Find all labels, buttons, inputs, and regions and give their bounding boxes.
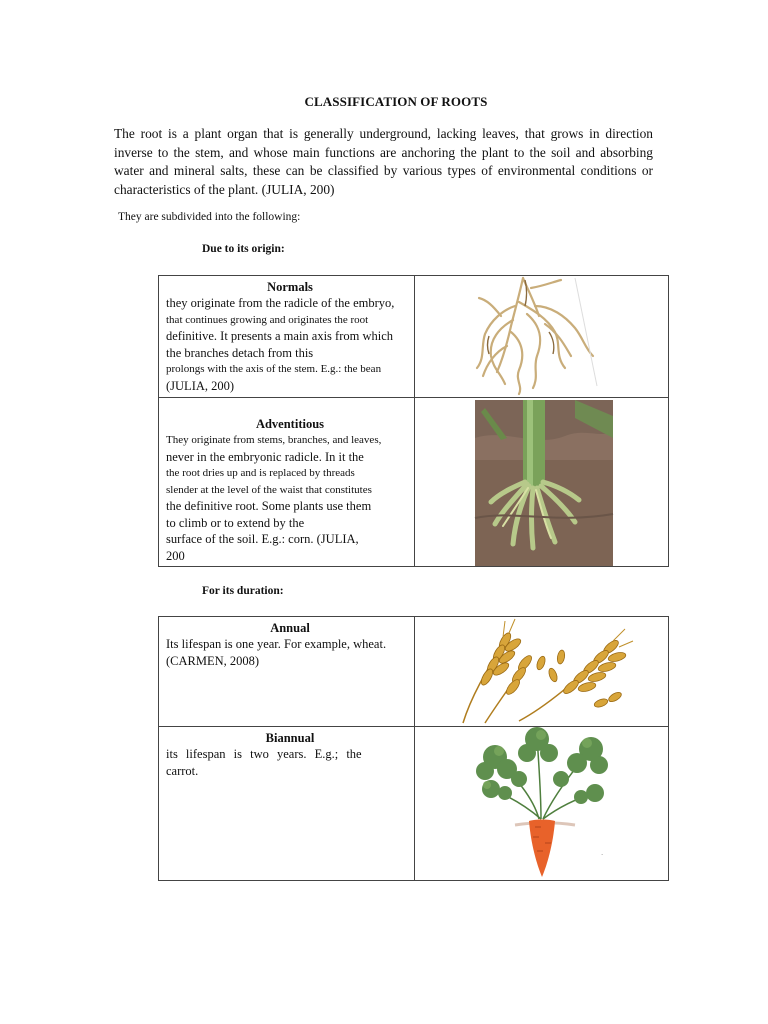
row-title-normals: Normals: [267, 280, 313, 294]
table-row: [159, 727, 669, 881]
subdivided-text: They are subdivided into the following:: [118, 211, 301, 223]
svg-text:.: .: [601, 848, 604, 857]
biannual-text-cell: [159, 727, 415, 881]
section-heading-duration: For its duration:: [202, 585, 284, 597]
carrot-image: [415, 727, 669, 881]
table-row: [159, 276, 669, 398]
section-heading-origin: Due to its origin:: [202, 243, 285, 255]
row-body-adventitious: They originate from stems, branches, and leaves, never in the embryonic radicle. In it the the root dries up and is replaced by threads slender at the level of the waist that constitutes the definitive root. Some plants use them to climb or to extend by the surface of the soil. E.g.: corn. (JULIA, 200: [166, 434, 382, 563]
row-title-biannual: Biannual: [265, 731, 315, 745]
row-title-annual: Annual: [270, 621, 310, 635]
page-title: CLASSIFICATION OF ROOTS: [304, 94, 488, 109]
annual-text-cell: [159, 617, 415, 727]
duration-table: [158, 616, 669, 881]
bean-roots-image: [415, 276, 669, 398]
row-body-annual: Its lifespan is one year. For example, wheat. (CARMEN, 2008): [166, 637, 387, 668]
row-body-biannual: its lifespan is two years. E.g.; the carrot.: [166, 747, 362, 778]
row-title-adventitious: Adventitious: [255, 417, 325, 431]
adventitious-text-cell: [159, 398, 415, 567]
intro-paragraph: The root is a plant organ that is generally underground, lacking leaves, that grows in direction inverse to the stem, and whose main functions are anchoring the plant to the soil and absorbing water and mineral salts, these can be classified by various types of environmental conditions or characteristics of the plant. (JULIA, 200): [114, 126, 653, 197]
origin-table: [158, 275, 669, 567]
wheat-image: [415, 617, 669, 727]
corn-roots-image: [415, 398, 669, 567]
table-row: [159, 398, 669, 567]
table-row: [159, 617, 669, 727]
normals-text-cell: [159, 276, 415, 398]
row-body-normals: they originate from the radicle of the embryo, that continues growing and originates the root definitive. It presents a main axis from which the branches detach from this prolongs with the axis of the stem. E.g.: the bean (JULIA, 200): [166, 296, 395, 393]
